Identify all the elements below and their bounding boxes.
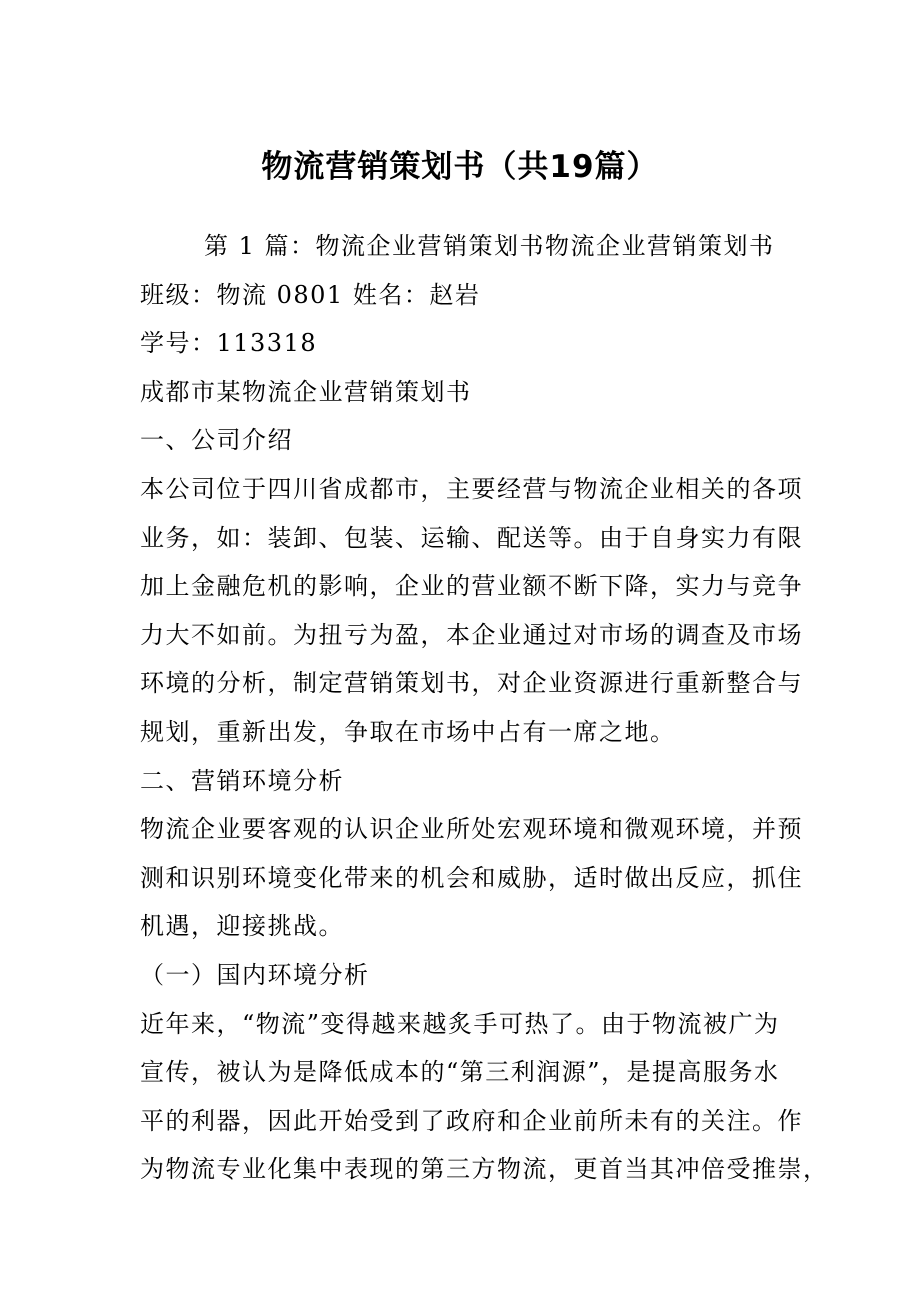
paragraph-line: 测和识别环境变化带来的机会和威胁，适时做出反应，抓住: [140, 863, 803, 892]
class-name-line: 班级：物流 0801 姓名：赵岩: [140, 280, 481, 309]
document-title: 物流营销策划书（共19篇）: [261, 149, 659, 185]
paragraph-line: 业务，如：装卸、包装、运输、配送等。由于自身实力有限: [140, 523, 803, 552]
heading-marketing-environment: 二、营销环境分析: [140, 766, 344, 795]
paragraph-line: 为物流专业化集中表现的第三方物流，更首当其冲倍受推崇，: [140, 1155, 829, 1184]
document-body: [140, 222, 829, 1194]
paragraph-line: 近年来，“物流”变得越来越炙手可热了。由于物流被广为: [140, 1009, 780, 1038]
paragraph-line: 本公司位于四川省成都市，主要经营与物流企业相关的各项: [140, 474, 803, 503]
section-heading: 第 1 篇：物流企业营销策划书物流企业营销策划书: [204, 232, 775, 260]
paragraph-line: 平的利器，因此开始受到了政府和企业前所未有的关注。作: [140, 1106, 803, 1135]
paragraph-line: 机遇，迎接挑战。: [140, 912, 344, 941]
student-id-line: 学号：113318: [140, 329, 318, 358]
heading-company-intro: 一、公司介绍: [140, 426, 293, 455]
paragraph-line: 宣传，被认为是降低成本的“第三利润源”，是提高服务水: [140, 1058, 780, 1087]
paragraph-line: 物流企业要客观的认识企业所处宏观环境和微观环境，并预: [140, 815, 803, 844]
paragraph-line: 加上金融危机的影响，企业的营业额不断下降，实力与竞争: [140, 572, 803, 601]
paragraph-line: 规划，重新出发，争取在市场中占有一席之地。: [140, 717, 676, 746]
heading-domestic-environment: （一）国内环境分析: [140, 960, 370, 989]
paragraph-line: 环境的分析，制定营销策划书，对企业资源进行重新整合与: [140, 669, 803, 698]
subtitle-line: 成都市某物流企业营销策划书: [140, 377, 472, 406]
paragraph-line: 力大不如前。为扭亏为盈，本企业通过对市场的调查及市场: [140, 620, 803, 649]
